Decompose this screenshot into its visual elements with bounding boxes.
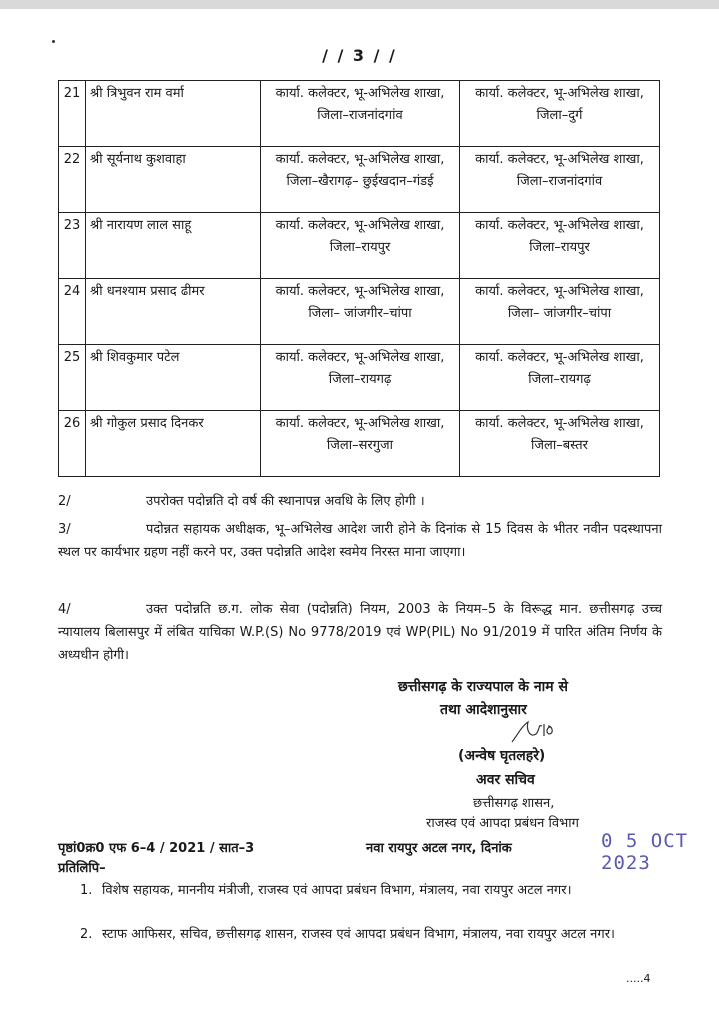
- copy-item-2: [80, 924, 660, 946]
- serial-number-cell: 22: [59, 147, 86, 213]
- current-posting-cell: कार्या. कलेक्टर, भू-अभिलेख शाखा, जिला–राजनांदगांव: [261, 81, 460, 147]
- page-speck: [52, 40, 55, 43]
- current-posting-cell: कार्या. कलेक्टर, भू-अभिलेख शाखा, जिला– जांजगीर–चांपा: [261, 279, 460, 345]
- paragraph-text: उपरोक्त पदोन्नति दो वर्ष की स्थानापन्न अवधि के लिए होगी ।: [146, 494, 425, 509]
- signatory-government: छत्तीसगढ़ शासन,: [473, 796, 555, 811]
- table-row: [59, 147, 660, 213]
- paragraph-3: [58, 518, 662, 564]
- paragraph-4: [58, 598, 662, 667]
- name-cell: श्री सूर्यनाथ कुशवाहा: [86, 147, 261, 213]
- signature-authority-line2: तथा आदेशानुसार: [440, 702, 527, 718]
- serial-number-cell: 21: [59, 81, 86, 147]
- current-posting-cell: कार्या. कलेक्टर, भू-अभिलेख शाखा, जिला–सरगुजा: [261, 411, 460, 477]
- new-posting-cell: कार्या. कलेक्टर, भू-अभिलेख शाखा, जिला– जांजगीर–चांपा: [460, 279, 660, 345]
- page-number: / / 3 / /: [322, 46, 397, 65]
- table-row: [59, 81, 660, 147]
- paragraph-text: उक्त पदोन्नति छ.ग. लोक सेवा (पदोन्नति) नियम, 2003 के नियम–5 के विरूद्ध मान. छत्तीसगढ़ उच्च न्यायालय बिलासपुर में लंबित याचिका W.P.(S) No 9778/2019 एवं WP(PIL) No 91/2019 में पारित अंतिम निर्णय के अध्यधीन होगी।: [58, 602, 662, 663]
- paragraph-text: पदोन्नत सहायक अधीक्षक, भू–अभिलेख आदेश जारी होने के दिनांक से 15 दिवस के भीतर नवीन पदस्थापना स्थल पर कार्यभार ग्रहण नहीं करने पर, उक्त पदोन्नति आदेश स्वमेय निरस्त माना जाएगा।: [58, 522, 662, 560]
- top-edge-band: [0, 0, 719, 9]
- name-cell: श्री शिवकुमार पटेल: [86, 345, 261, 411]
- table-row: [59, 213, 660, 279]
- name-cell: श्री त्रिभुवन राम वर्मा: [86, 81, 261, 147]
- signature-authority-line1: छत्तीसगढ़ के राज्यपाल के नाम से: [398, 679, 568, 695]
- current-posting-cell: कार्या. कलेक्टर, भू-अभिलेख शाखा, जिला–रायपुर: [261, 213, 460, 279]
- current-posting-cell: कार्या. कलेक्टर, भू-अभिलेख शाखा, जिला–रायगढ़: [261, 345, 460, 411]
- paragraph-2: [58, 490, 662, 513]
- promotion-table: [58, 80, 660, 477]
- new-posting-cell: कार्या. कलेक्टर, भू-अभिलेख शाखा, जिला–बस्तर: [460, 411, 660, 477]
- copy-item-1: [80, 880, 660, 902]
- paragraph-number: 4/: [58, 602, 71, 617]
- copy-item-number: 1.: [80, 883, 93, 898]
- signatory-designation: अवर सचिव: [476, 772, 535, 788]
- serial-number-cell: 26: [59, 411, 86, 477]
- new-posting-cell: कार्या. कलेक्टर, भू-अभिलेख शाखा, जिला–रायगढ़: [460, 345, 660, 411]
- paragraph-number: 3/: [58, 522, 71, 537]
- signatory-name: (अन्वेष घृतलहरे): [458, 748, 546, 764]
- serial-number-cell: 24: [59, 279, 86, 345]
- date-stamp: 0 5 OCT 2023: [601, 830, 689, 874]
- handwritten-initials: [508, 716, 556, 748]
- serial-number-cell: 25: [59, 345, 86, 411]
- new-posting-cell: कार्या. कलेक्टर, भू-अभिलेख शाखा, जिला–राजनांदगांव: [460, 147, 660, 213]
- reference-number: पृष्ठां0क्र0 एफ 6–4 / 2021 / सात–3: [58, 841, 255, 856]
- continued-marker: .....4: [626, 972, 651, 985]
- place-and-date-label: नवा रायपुर अटल नगर, दिनांक: [366, 841, 512, 856]
- name-cell: श्री गोकुल प्रसाद दिनकर: [86, 411, 261, 477]
- copy-item-text: विशेष सहायक, माननीय मंत्रीजी, राजस्व एवं आपदा प्रबंधन विभाग, मंत्रालय, नवा रायपुर अटल नगर।: [102, 883, 572, 898]
- copy-item-number: 2.: [80, 927, 93, 942]
- new-posting-cell: कार्या. कलेक्टर, भू-अभिलेख शाखा, जिला–दुर्ग: [460, 81, 660, 147]
- serial-number-cell: 23: [59, 213, 86, 279]
- copy-item-text: स्टाफ आफिसर, सचिव, छत्तीसगढ़ शासन, राजस्व एवं आपदा प्रबंधन विभाग, मंत्रालय, नवा रायपुर अटल नगर।: [102, 927, 615, 942]
- name-cell: श्री नारायण लाल साहू: [86, 213, 261, 279]
- new-posting-cell: कार्या. कलेक्टर, भू-अभिलेख शाखा, जिला–रायपुर: [460, 213, 660, 279]
- signatory-department: राजस्व एवं आपदा प्रबंधन विभाग: [426, 816, 579, 831]
- table-row: [59, 345, 660, 411]
- table-row: [59, 411, 660, 477]
- name-cell: श्री धनश्याम प्रसाद ढीमर: [86, 279, 261, 345]
- table-row: [59, 279, 660, 345]
- current-posting-cell: कार्या. कलेक्टर, भू-अभिलेख शाखा, जिला–खैरागढ़– छुईखदान–गंडई: [261, 147, 460, 213]
- copy-label: प्रतिलिपि–: [58, 861, 106, 876]
- paragraph-number: 2/: [58, 494, 71, 509]
